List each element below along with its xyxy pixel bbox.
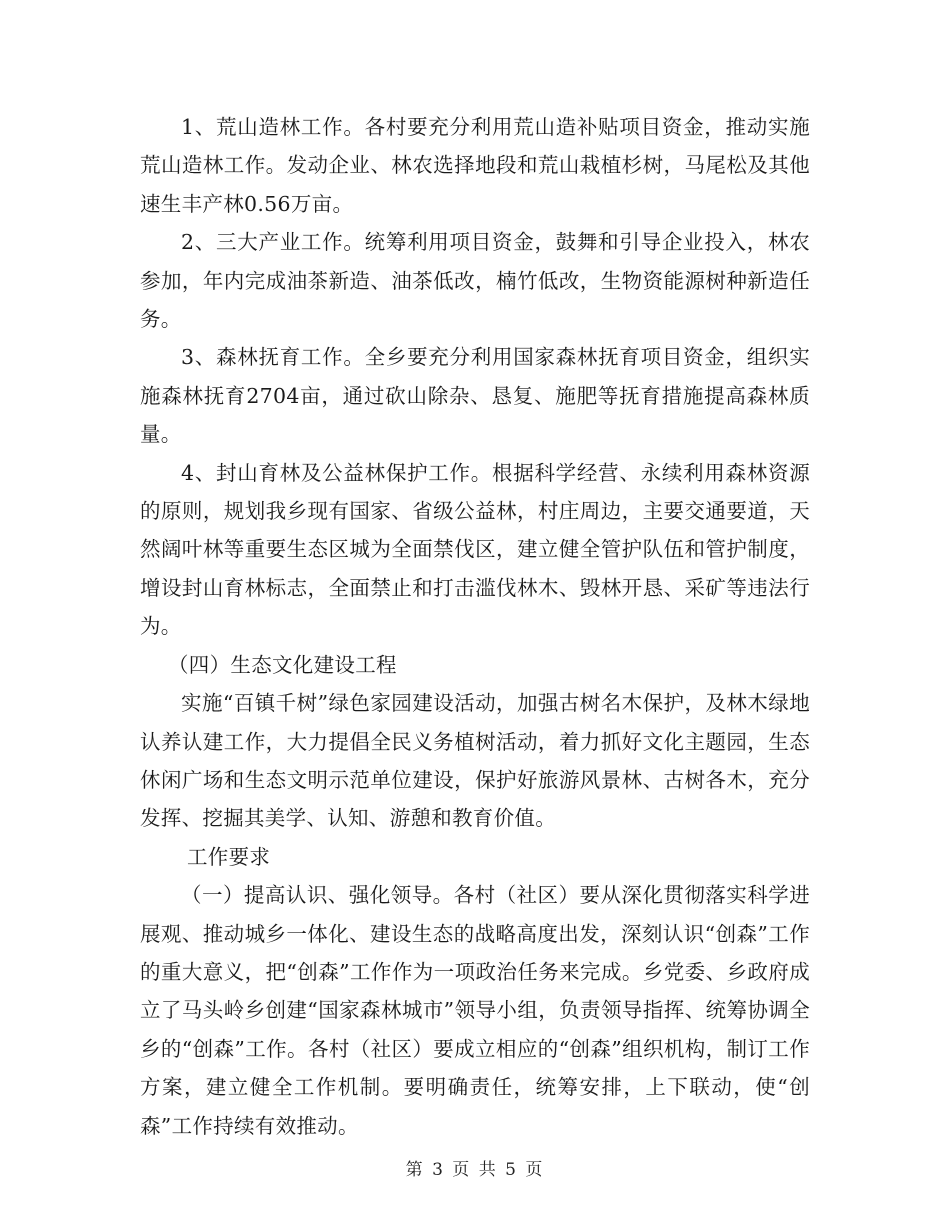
paragraph-afforestation: 1、荒山造林工作。各村要充分利用荒山造补贴项目资金，推动实施荒山造林工作。发动企业、林农选择地段和荒山栽植杉树，马尾松及其他速生丰产林0.56万亩。 xyxy=(140,115,810,216)
paragraph-forest-tending: 3、森林抚育工作。全乡要充分利用国家森林抚育项目资金，组织实施森林抚育2704亩，通过砍山除杂、恳复、施肥等抚育措施提高森林质量。 xyxy=(140,345,810,447)
section-heading-work-requirements: 工作要求 xyxy=(187,844,271,869)
document-body xyxy=(140,108,810,1145)
paragraph-leadership: （一）提高认识、强化领导。各村（社区）要从深化贯彻落实科学进展观、推动城乡一体化、建设生态的战略高度出发，深刻认识“创森”工作的重大意义，把“创森”工作作为一项政治任务来完成。乡党委、乡政府成立了马头岭乡创建“国家森林城市”领导小组，负责领导指挥、统筹协调全乡的“创森”工作。各村（社区）要成立相应的“创森”组织机构，制订工作方案，建立健全工作机制。要明确责任，统筹安排，上下联动，使“创森”工作持续有效推动。 xyxy=(140,883,810,1138)
paragraph-forest-protection: 4、封山育林及公益林保护工作。根据科学经营、永续利用森林资源的原则，规划我乡现有国家、省级公益林，村庄周边，主要交通要道，天然阔叶林等重要生态区城为全面禁伐区，建立健全管护队伍和管护制度，增设封山育林标志，全面禁止和打击滥伐林木、毁林开恳、采矿等违法行为。 xyxy=(140,460,810,639)
page-number-footer: 第 3 页 共 5 页 xyxy=(405,1160,545,1180)
paragraph-ecological-culture: 实施“百镇千树”绿色家园建设活动，加强古树名木保护，及林木绿地认养认建工作，大力提倡全民义务植树活动，着力抓好文化主题园，生态休闲广场和生态文明示范单位建设，保护好旅游风景林、古树各木，充分发挥、挖掘其美学、认知、游憩和教育价值。 xyxy=(140,691,810,831)
section-heading-ecological-culture: （四）生态文化建设工程 xyxy=(168,652,397,677)
paragraph-three-industries: 2、三大产业工作。统筹利用项目资金，鼓舞和引导企业投入，林农参加，年内完成油茶新造、油茶低改，楠竹低改，生物资能源树种新造任务。 xyxy=(140,230,810,332)
